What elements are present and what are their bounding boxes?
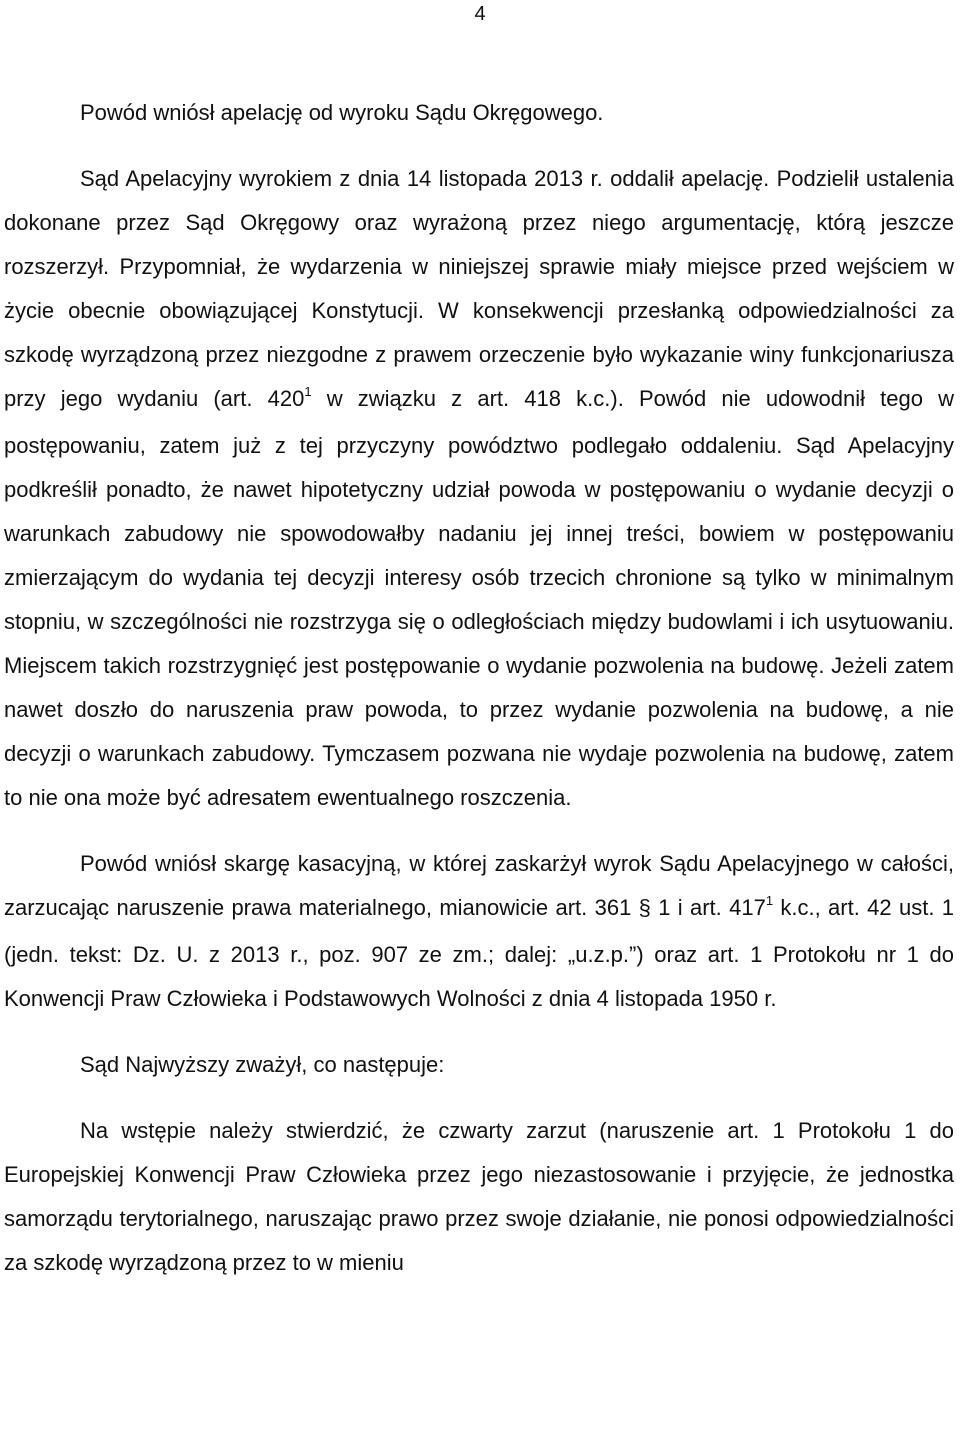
paragraph-text: Sąd Apelacyjny wyrokiem z dnia 14 listopada 2013 r. oddalił apelację. Podzielił ustalenia dokonane przez Sąd Okręgowy oraz wyrażoną przez niego argumentację, którą jeszcze rozszerzył. Przypomniał, że wydarzenia w niniejszej sprawie miały miejsce przed wejściem w życie obecnie obowiązującej Konstytucji. W konsekwencji przesłanką odpowiedzialności za szkodę wyrządzoną przez niezgodne z prawem orzeczenie było wykazanie winy funkcjonariusza przy jego wydaniu (art. 420: [4, 166, 954, 411]
paragraph-text: Powód wniósł skargę kasacyjną, w której zaskarżył wyrok Sądu Apelacyjnego w całości, zarzucając naruszenie prawa materialnego, mianowicie art. 361 § 1 i art. 417: [4, 851, 954, 920]
paragraph-appeal: [4, 91, 954, 135]
paragraph-appellate-judgment: [4, 157, 954, 820]
superscript: 1: [304, 384, 312, 399]
paragraph-supreme-court-heading: [4, 1043, 954, 1087]
paragraph-text: Sąd Najwyższy zważył, co następuje:: [80, 1052, 445, 1077]
paragraph-text: Powód wniósł apelację od wyroku Sądu Okręgowego.: [80, 100, 604, 125]
superscript: 1: [765, 893, 774, 908]
paragraph-text: Na wstępie należy stwierdzić, że czwarty zarzut (naruszenie art. 1 Protokołu 1 do Europejskiej Konwencji Praw Człowieka przez jego niezastosowanie i przyjęcie, że jednostka samorządu terytorialnego, naruszając prawo przez swoje działanie, nie ponosi odpowiedzialności za szkodę wyrządzoną przez to w mieniu: [4, 1118, 954, 1275]
paragraph-text-continued: k.c., art. 42 ust. 1 (jedn. tekst: Dz. U. z 2013 r., poz. 907 ze zm.; dalej: „u.z.p.”) oraz art. 1 Protokołu nr 1 do Konwencji Praw Człowieka i Podstawowych Wolności z dnia 4 listopada 1950 r.: [4, 895, 954, 1011]
paragraph-text-continued: w związku z art. 418 k.c.). Powód nie udowodnił tego w postępowaniu, zatem już z tej przyczyny powództwo podlegało oddaleniu. Sąd Apelacyjny podkreślił ponadto, że nawet hipotetyczny udział powoda w postępowaniu o wydanie decyzji o warunkach zabudowy nie spowodowałby nadaniu jej innej treści, bowiem w postępowaniu zmierzającym do wydania tej decyzji interesy osób trzecich chronione są tylko w minimalnym stopniu, w szczególności nie rozstrzyga się o odległościach między budowlami i ich usytuowaniu. Miejscem takich rozstrzygnięć jest postępowanie o wydanie pozwolenia na budowę. Jeżeli zatem nawet doszło do naruszenia praw powoda, to przez wydanie pozwolenia na budowę, a nie decyzji o warunkach zabudowy. Tymczasem pozwana nie wydaje pozwolenia na budowę, zatem to nie ona może być adresatem ewentualnego roszczenia.: [4, 386, 954, 810]
document-body: [4, 91, 954, 1285]
paragraph-cassation-appeal: [4, 842, 954, 1021]
paragraph-first-plea: [4, 1109, 954, 1285]
page-number: 4: [474, 3, 486, 25]
